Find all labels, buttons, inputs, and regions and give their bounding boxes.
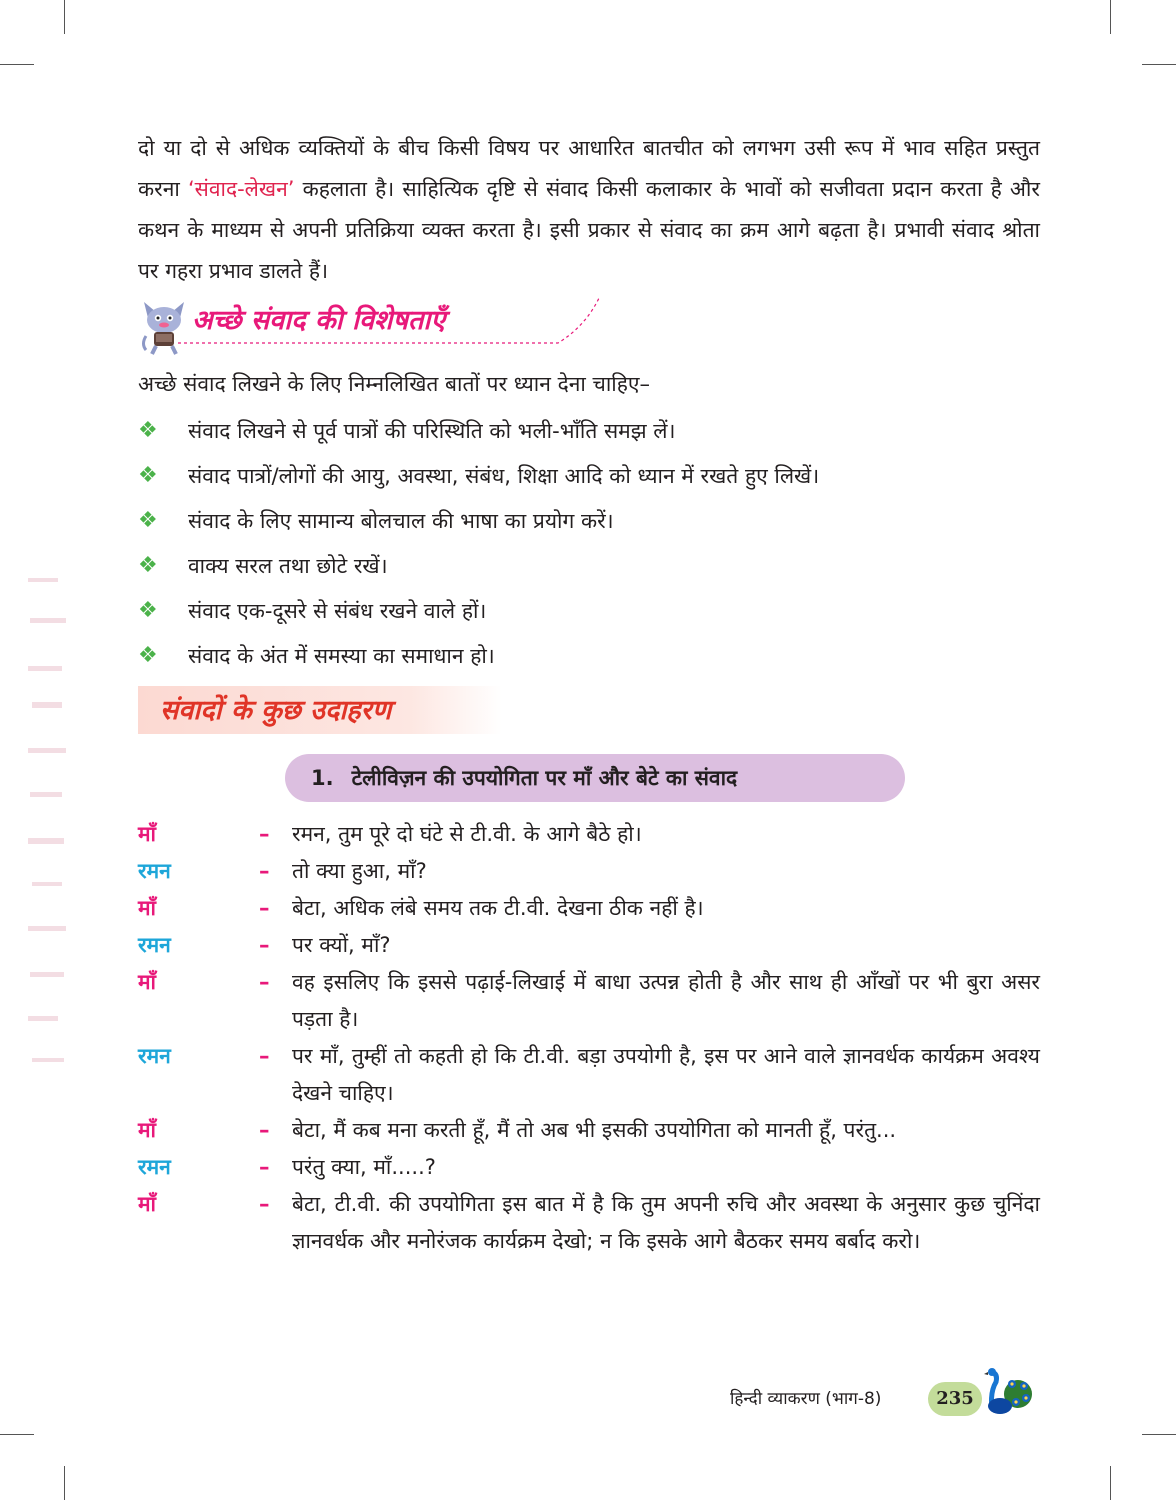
diamond-bullet-icon: ❖ — [138, 553, 158, 578]
dialogue-text: वह इसलिए कि इससे पढ़ाई-लिखाई में बाधा उत्पन्न होती है और साथ ही आँखों पर भी बुरा असर पड़ता है। — [292, 970, 1040, 1031]
page-footer — [730, 1374, 1040, 1424]
dash: – — [259, 1192, 270, 1216]
list-item: ❖ संवाद लिखने से पूर्व पात्रों की परिस्थिति को भली-भाँति समझ लें। — [138, 418, 676, 443]
dialogue-list — [138, 816, 1040, 1260]
features-intro: अच्छे संवाद लिखने के लिए निम्नलिखित बातों पर ध्यान देना चाहिए– — [138, 372, 650, 396]
dialogue-line — [138, 927, 1040, 964]
peacock-icon — [978, 1364, 1036, 1420]
diamond-bullet-icon: ❖ — [138, 418, 158, 443]
speaker-label: रमन — [138, 859, 171, 883]
dialogue-line — [138, 890, 1040, 927]
dialogue-line — [138, 964, 1040, 1038]
dashed-underline — [138, 296, 618, 356]
dash: – — [259, 970, 270, 994]
list-item: ❖ संवाद के अंत में समस्या का समाधान हो। — [138, 643, 495, 668]
dialogue-text: रमन, तुम पूरे दो घंटे से टी.वी. के आगे बैठे हो। — [292, 822, 642, 846]
dialogue-text: बेटा, टी.वी. की उपयोगिता इस बात में है कि तुम अपनी रुचि और अवस्था के अनुसार कुछ चुनिंदा ज्ञानवर्धक और मनोरंजक कार्यक्रम देखो; न कि इसके आगे बैठकर समय बर्बाद करो। — [292, 1192, 1040, 1253]
crop-mark — [1110, 1466, 1111, 1500]
section-title: अच्छे संवाद की विशेषताएँ — [192, 305, 446, 336]
example-title-pill — [285, 754, 905, 802]
example-number: 1. — [311, 766, 334, 790]
list-item: ❖ संवाद पात्रों/लोगों की आयु, अवस्था, संबंध, शिक्षा आदि को ध्यान में रखते हुए लिखें। — [138, 463, 820, 488]
dialogue-text: पर माँ, तुम्हीं तो कहती हो कि टी.वी. बड़ा उपयोगी है, इस पर आने वाले ज्ञानवर्धक कार्यक्रम अवश्य देखने चाहिए। — [292, 1044, 1040, 1105]
dialogue-text: परंतु क्या, माँ.....? — [292, 1155, 436, 1179]
speaker-label: रमन — [138, 1155, 171, 1179]
diamond-bullet-icon: ❖ — [138, 508, 158, 533]
diamond-bullet-icon: ❖ — [138, 598, 158, 623]
dash: – — [259, 1118, 270, 1142]
list-item: ❖ वाक्य सरल तथा छोटे रखें। — [138, 553, 388, 578]
features-list — [138, 408, 819, 678]
crop-mark — [64, 1466, 65, 1500]
speaker-label: रमन — [138, 933, 171, 957]
speaker-label: माँ — [138, 822, 156, 846]
dash: – — [259, 1044, 270, 1068]
list-item: ❖ संवाद एक-दूसरे से संबंध रखने वाले हों। — [138, 598, 487, 623]
section-heading-features — [138, 296, 618, 356]
dialogue-text: पर क्यों, माँ? — [292, 933, 391, 957]
dialogue-line — [138, 853, 1040, 890]
diamond-bullet-icon: ❖ — [138, 463, 158, 488]
crop-mark — [1142, 64, 1176, 65]
dialogue-text: तो क्या हुआ, माँ? — [292, 859, 427, 883]
book-title: हिन्दी व्याकरण (भाग-8) — [730, 1389, 882, 1409]
crop-mark — [1110, 0, 1111, 34]
section-heading-examples — [138, 686, 502, 734]
section-title: संवादों के कुछ उदाहरण — [160, 695, 392, 726]
term-highlight: ‘संवाद-लेखन’ — [187, 177, 295, 201]
speaker-label: माँ — [138, 1192, 156, 1216]
crop-mark — [1142, 1434, 1176, 1435]
margin-show-through — [28, 570, 70, 1070]
dialogue-line — [138, 1038, 1040, 1112]
dash: – — [259, 822, 270, 846]
speaker-label: माँ — [138, 1118, 156, 1142]
crop-mark — [0, 64, 34, 65]
page-number: 235 — [928, 1382, 982, 1416]
dash: – — [259, 933, 270, 957]
crop-mark — [64, 0, 65, 34]
dialogue-line — [138, 1149, 1040, 1186]
speaker-label: रमन — [138, 1044, 171, 1068]
crop-mark — [0, 1434, 34, 1435]
dash: – — [259, 859, 270, 883]
dash: – — [259, 1155, 270, 1179]
speaker-label: माँ — [138, 896, 156, 920]
dash: – — [259, 896, 270, 920]
dialogue-line — [138, 1112, 1040, 1149]
diamond-bullet-icon: ❖ — [138, 643, 158, 668]
dialogue-line — [138, 816, 1040, 853]
example-title: टेलीविज़न की उपयोगिता पर माँ और बेटे का संवाद — [351, 766, 738, 790]
dialogue-line — [138, 1186, 1040, 1260]
dialogue-text: बेटा, अधिक लंबे समय तक टी.वी. देखना ठीक नहीं है। — [292, 896, 704, 920]
intro-paragraph: दो या दो से अधिक व्यक्तियों के बीच किसी विषय पर आधारित बातचीत को लगभग उसी रूप में भाव सहित प्रस्तुत करना ‘संवाद-लेखन’ कहलाता है। साहित्यिक दृष्टि से संवाद किसी कलाकार के भावों को सजीवता प्रदान करता है और कथन के माध्यम से अपनी प्रतिक्रिया व्यक्त करता है। इसी प्रकार से संवाद का क्रम आगे बढ़ता है। प्रभावी संवाद श्रोता पर गहरा प्रभाव डालते हैं। — [138, 136, 1040, 283]
dialogue-text: बेटा, मैं कब मना करती हूँ, मैं तो अब भी इसकी उपयोगिता को मानती हूँ, परंतु... — [292, 1118, 897, 1142]
speaker-label: माँ — [138, 970, 156, 994]
list-item: ❖ संवाद के लिए सामान्य बोलचाल की भाषा का प्रयोग करें। — [138, 508, 614, 533]
